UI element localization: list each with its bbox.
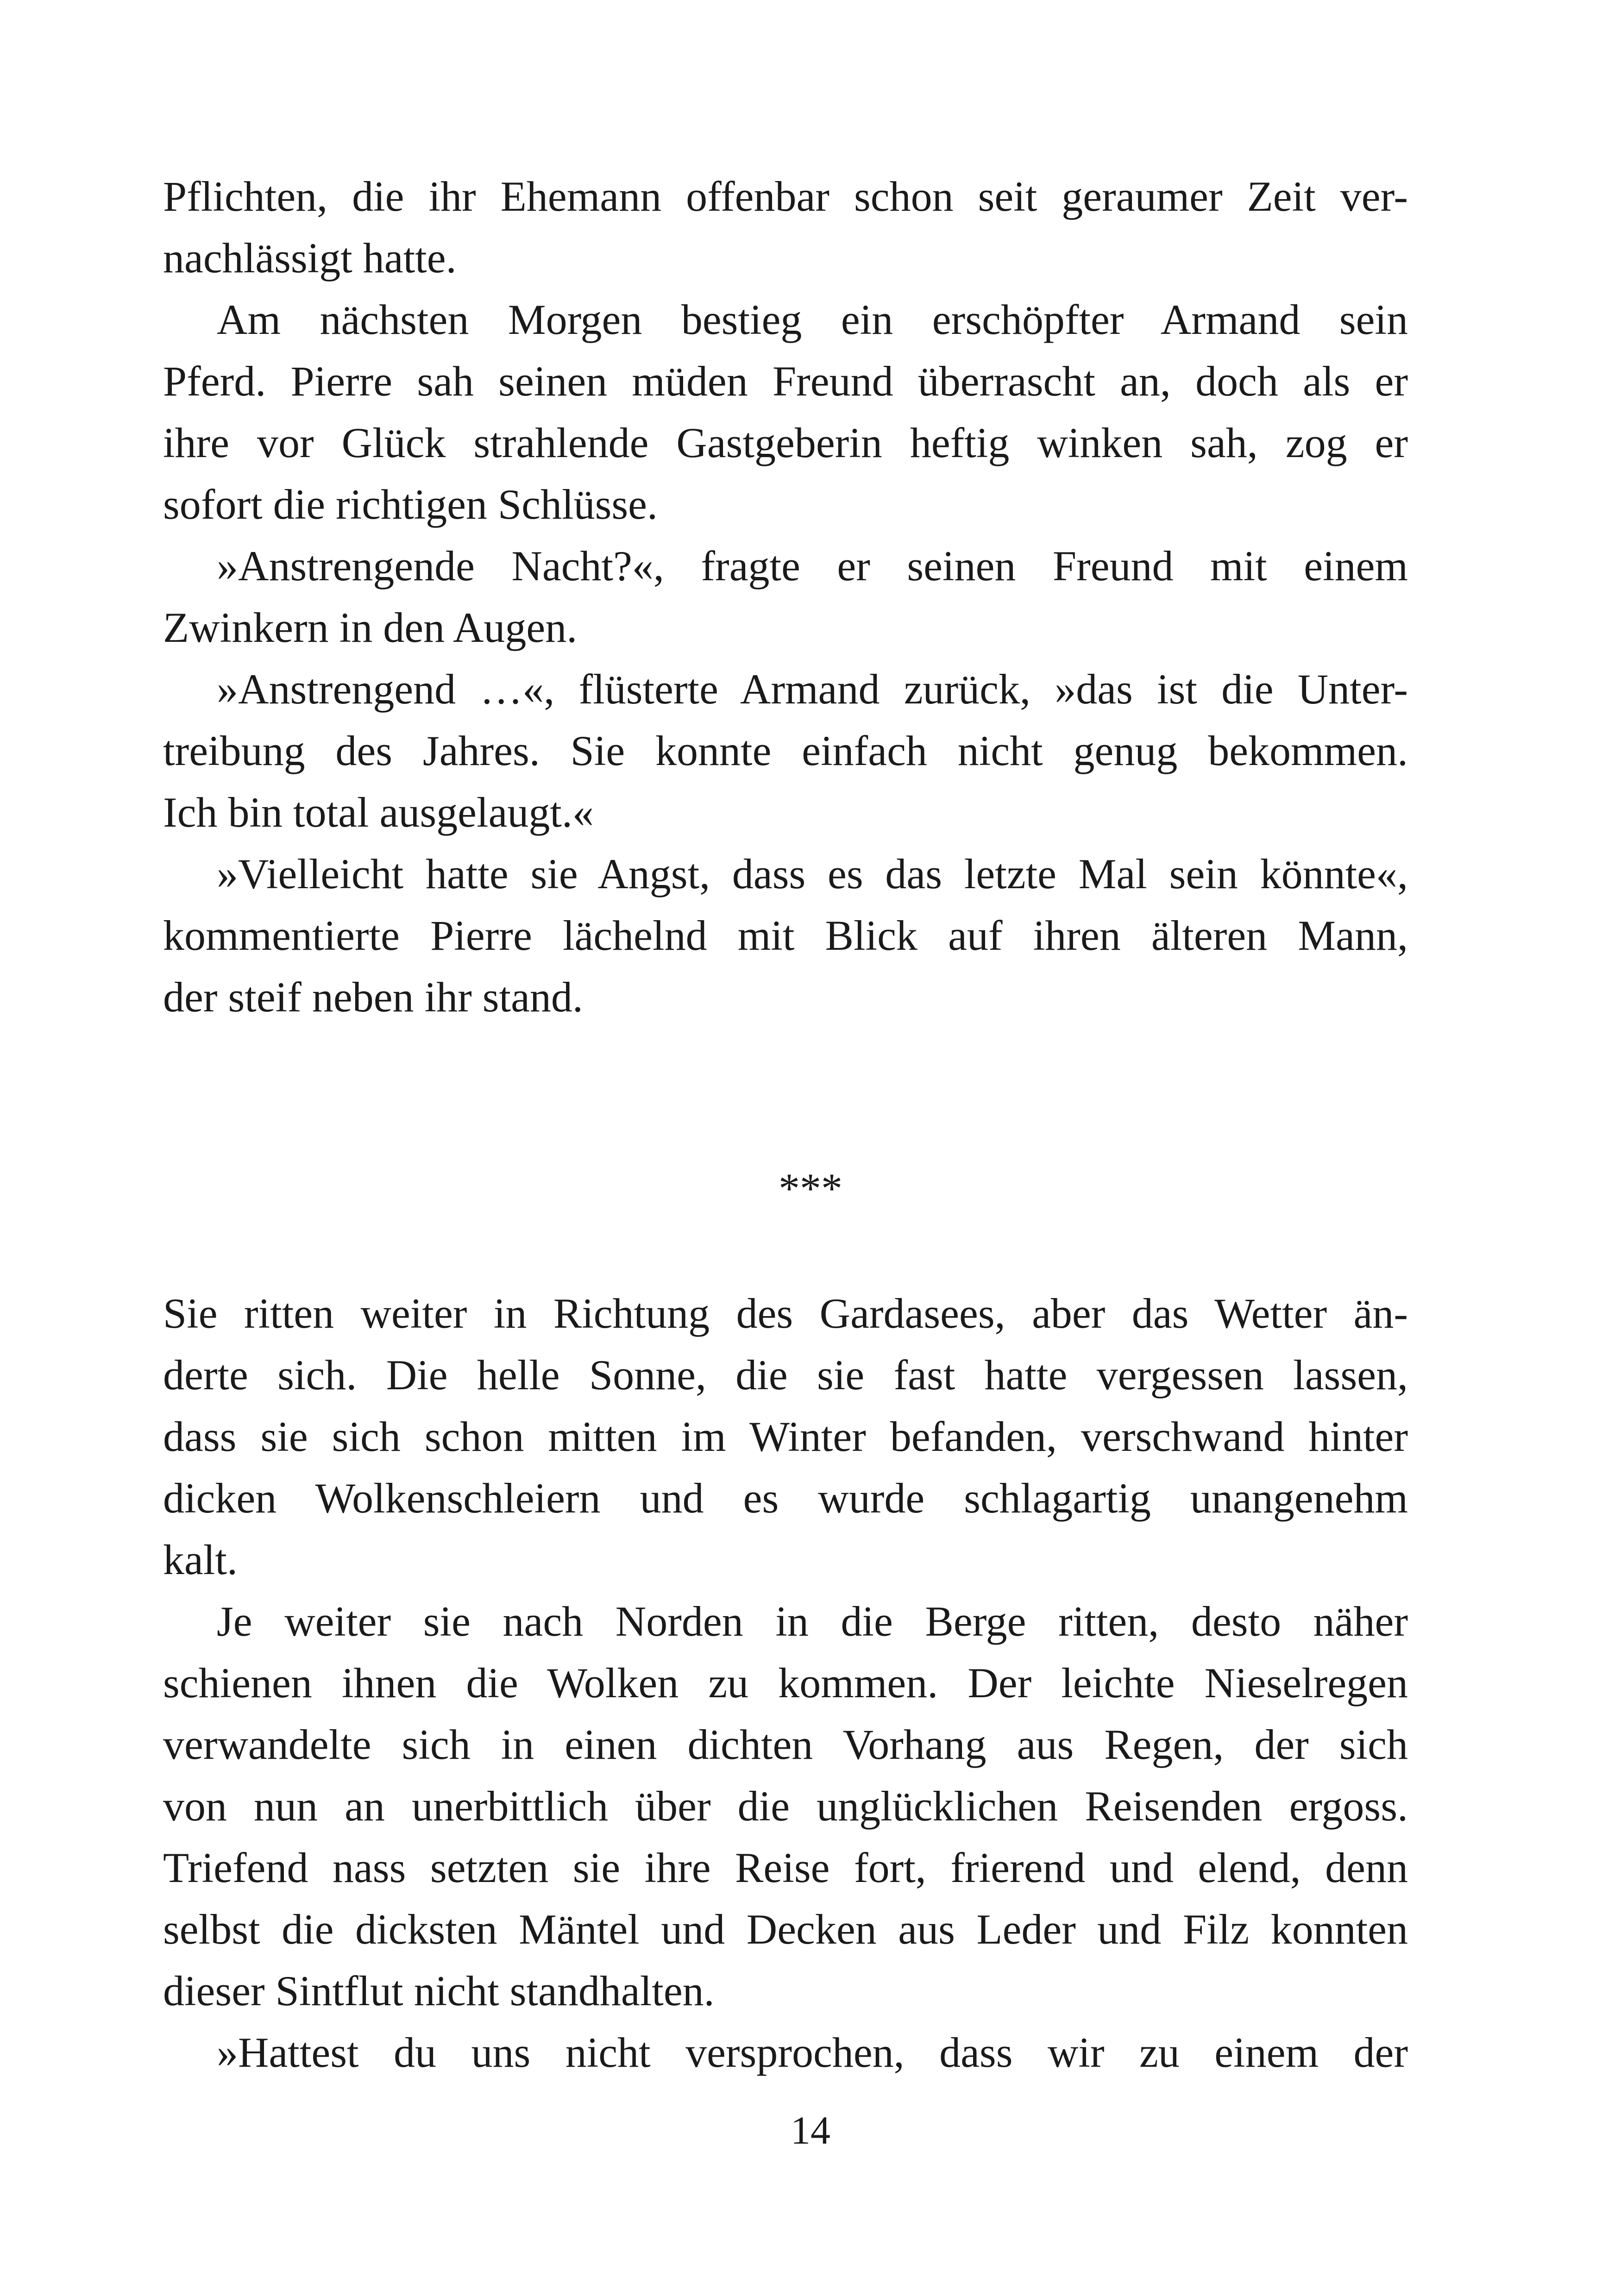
text-line: derte sich. Die helle Sonne, die sie fast hatte vergessen lassen, [163, 1351, 1408, 1399]
text-section-2 [163, 1283, 1408, 2083]
text-line: kommentierte Pierre lächelnd mit Blick auf ihren älteren Mann, [163, 912, 1408, 959]
text-line: treibung des Jahres. Sie konnte einfach nicht genug bekommen. [163, 727, 1408, 774]
text-line: Pflichten, die ihr Ehemann offenbar schon seit geraumer Zeit ver- [163, 173, 1408, 220]
text-line: schienen ihnen die Wolken zu kommen. Der leichte Nieselregen [163, 1659, 1408, 1706]
text-line: Je weiter sie nach Norden in die Berge ritten, desto näher [217, 1598, 1408, 1645]
scene-break-separator: *** [779, 1165, 842, 1212]
text-line: verwandelte sich in einen dichten Vorhang aus Regen, der sich [163, 1721, 1408, 1768]
text-line: Am nächsten Morgen bestieg ein erschöpfter Armand sein [217, 296, 1408, 343]
text-line: der steif neben ihr stand. [163, 973, 583, 1021]
text-line: dicken Wolkenschleiern und es wurde schlagartig unangenehm [163, 1474, 1408, 1522]
page-number: 14 [791, 2108, 830, 2152]
text-line: Ich bin total ausgelaugt.« [163, 789, 594, 836]
text-line: »Vielleicht hatte sie Angst, dass es das letzte Mal sein könnte«, [217, 850, 1408, 897]
text-line: nachlässigt hatte. [163, 234, 457, 282]
text-line: Zwinkern in den Augen. [163, 604, 578, 651]
text-line: dass sie sich schon mitten im Winter befanden, verschwand hinter [163, 1413, 1408, 1460]
text-line: »Anstrengend …«, flüsterte Armand zurück, »das ist die Unter- [217, 665, 1408, 713]
text-line: Sie ritten weiter in Richtung des Gardasees, aber das Wetter än- [163, 1290, 1408, 1337]
text-line: ihre vor Glück strahlende Gastgeberin heftig winken sah, zog er [163, 419, 1408, 466]
text-line: dieser Sintflut nicht standhalten. [163, 1967, 715, 2014]
text-line: »Hattest du uns nicht versprochen, dass wir zu einem der [217, 2029, 1408, 2076]
text-line: selbst die dicksten Mäntel und Decken aus Leder und Filz konnten [163, 1906, 1408, 1953]
text-line: sofort die richtigen Schlüsse. [163, 481, 658, 528]
text-line: kalt. [163, 1536, 238, 1583]
text-line: Pferd. Pierre sah seinen müden Freund überrascht an, doch als er [163, 358, 1408, 405]
text-line: »Anstrengende Nacht?«, fragte er seinen Freund mit einem [217, 542, 1408, 590]
text-line: von nun an unerbittlich über die unglücklichen Reisenden ergoss. [163, 1782, 1408, 1830]
text-line: Triefend nass setzten sie ihre Reise fort, frierend und elend, denn [163, 1844, 1408, 1891]
text-section-1 [163, 166, 1408, 1028]
